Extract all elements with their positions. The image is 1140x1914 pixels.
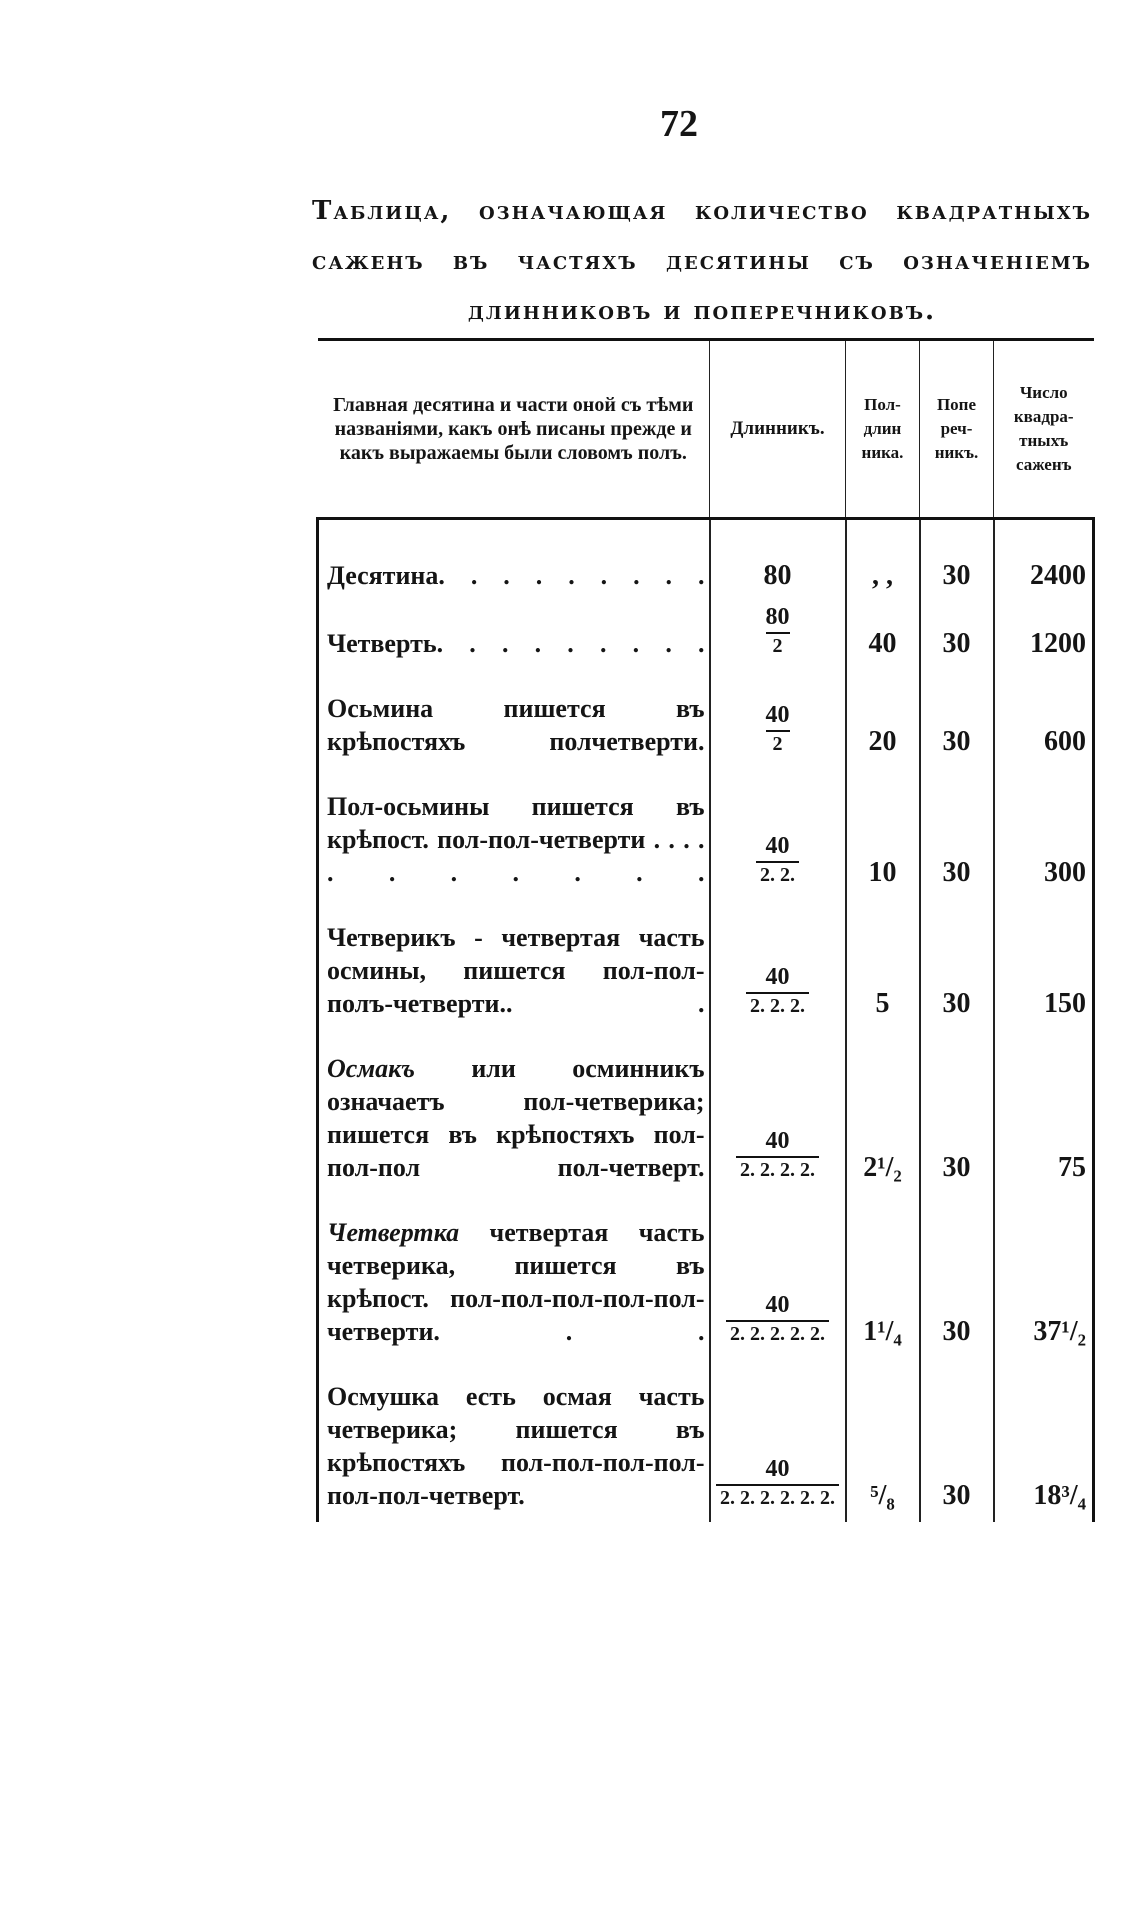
row-name	[318, 899, 710, 1030]
header-length: Длинникъ.	[710, 340, 846, 519]
cell-length	[710, 768, 846, 899]
cell-half-length: 2¹/₂	[846, 1030, 920, 1194]
cell-length	[710, 602, 846, 670]
length-fraction	[726, 1290, 829, 1346]
cell-area: 600	[994, 670, 1094, 768]
cell-width: 30	[920, 1030, 994, 1194]
cell-area: 18³/₄	[994, 1358, 1094, 1522]
length-numerator: 40	[765, 1456, 790, 1482]
row-name	[318, 1030, 710, 1194]
length-fraction	[756, 831, 799, 887]
length-numerator: 40	[765, 1292, 790, 1318]
row-name	[318, 519, 710, 603]
table-row	[318, 602, 1094, 670]
table-row	[318, 670, 1094, 768]
cell-area: 300	[994, 768, 1094, 899]
table-row	[318, 768, 1094, 899]
cell-half-length: 40	[846, 602, 920, 670]
cell-length	[710, 1030, 846, 1194]
cell-width: 30	[920, 519, 994, 603]
row-name-text: Осьмина пишется въ крѣпостяхъ полчетверти.	[327, 694, 705, 756]
table-row	[318, 899, 1094, 1030]
header-half-length: Пол- длин ника.	[846, 340, 920, 519]
row-name	[318, 1358, 710, 1522]
length-fraction	[736, 1126, 819, 1182]
cell-half-length: , ,	[846, 519, 920, 603]
cell-width: 30	[920, 602, 994, 670]
length-denominator: 2. 2. 2. 2.	[736, 1156, 819, 1182]
cell-width: 30	[920, 1358, 994, 1522]
length-value: 80	[763, 560, 792, 591]
table-row	[318, 1030, 1094, 1194]
row-name-text: Пол-осьмины пишется въ крѣпост. пол-пол-четверти . . . . . . . . . . .	[327, 792, 705, 887]
length-fraction	[766, 700, 790, 756]
header-width: Попе реч- никъ.	[920, 340, 994, 519]
row-name-text: Десятина. . . . . . . . .	[327, 561, 705, 590]
row-name-text: Осмушка есть осмая часть четверика; пишется въ крѣпостяхъ пол-пол-пол-пол-пол-пол-четверт.	[327, 1382, 705, 1510]
length-denominator: 2. 2.	[756, 861, 799, 887]
length-denominator: 2	[766, 730, 790, 756]
table-row	[318, 519, 1094, 603]
cell-length	[710, 1358, 846, 1522]
cell-width: 30	[920, 670, 994, 768]
cell-width: 30	[920, 1194, 994, 1358]
length-denominator: 2. 2. 2. 2. 2. 2.	[716, 1484, 839, 1510]
header-row	[318, 340, 1094, 519]
row-name-text: Четверикъ - четвертая часть осмины, пишется пол-пол-полъ-четверти.. .	[327, 923, 705, 1018]
cell-half-length: 20	[846, 670, 920, 768]
row-name-text: Четверть. . . . . . . . .	[327, 629, 705, 658]
row-name	[318, 670, 710, 768]
cell-half-length: 5	[846, 899, 920, 1030]
cell-length	[710, 1194, 846, 1358]
cell-length	[710, 670, 846, 768]
measurement-table	[316, 338, 1095, 1522]
cell-half-length: 10	[846, 768, 920, 899]
length-numerator: 80	[765, 604, 790, 630]
cell-area: 1200	[994, 602, 1094, 670]
cell-area: 150	[994, 899, 1094, 1030]
table-title: Таблица, означающая количество квадратныхъ саженъ въ частяхъ десятины съ означенiемъ длинниковъ и поперечниковъ.	[312, 196, 1092, 326]
row-name-emphasis: Осмакъ	[327, 1054, 416, 1083]
length-numerator: 40	[765, 964, 790, 990]
length-numerator: 40	[765, 702, 790, 728]
page-number: 72	[660, 103, 698, 145]
header-name: Главная десятина и части оной съ тѣми названiями, какъ онѣ писаны прежде и какъ выражаемы были словомъ полъ.	[318, 340, 710, 519]
cell-area: 2400	[994, 519, 1094, 603]
length-numerator: 40	[765, 1128, 790, 1154]
row-name-emphasis: Четвертка	[327, 1218, 460, 1247]
row-name-text: или осминникъ означаетъ пол-четверика; пишется въ крѣпостяхъ пол-пол-пол пол-четверт.	[327, 1054, 705, 1182]
cell-area: 37¹/₂	[994, 1194, 1094, 1358]
length-numerator: 40	[765, 833, 790, 859]
length-denominator: 2. 2. 2.	[746, 992, 809, 1018]
row-name	[318, 1194, 710, 1358]
cell-half-length: ⁵/₈	[846, 1358, 920, 1522]
cell-width: 30	[920, 768, 994, 899]
cell-half-length: 1¹/₄	[846, 1194, 920, 1358]
length-fraction	[746, 962, 809, 1018]
row-name	[318, 602, 710, 670]
length-denominator: 2. 2. 2. 2. 2.	[726, 1320, 829, 1346]
row-name-text: четвертая часть четверика, пишется въ крѣпост. пол-пол-пол-пол-пол-четверти. . .	[327, 1218, 705, 1346]
table-body	[318, 519, 1094, 1523]
table-row	[318, 1358, 1094, 1522]
table-row	[318, 1194, 1094, 1358]
cell-width: 30	[920, 899, 994, 1030]
cell-area: 75	[994, 1030, 1094, 1194]
length-fraction	[766, 602, 790, 658]
length-denominator: 2	[766, 632, 790, 658]
header-area: Число квадра- тныхъ саженъ	[994, 340, 1094, 519]
length-fraction	[716, 1454, 839, 1510]
cell-length	[710, 519, 846, 603]
row-name	[318, 768, 710, 899]
cell-length	[710, 899, 846, 1030]
